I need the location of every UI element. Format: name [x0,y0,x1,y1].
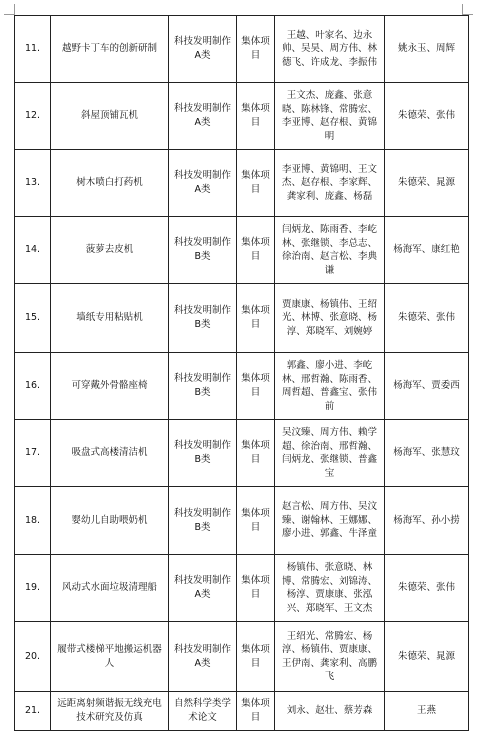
project-category: 科技发明制作B类 [169,284,237,353]
project-category: 科技发明制作B类 [169,353,237,420]
advisor-names: 朱德荣、晁源 [385,150,469,217]
project-category: 科技发明制作B类 [169,487,237,555]
table-row [15,692,469,731]
student-names: 闫炳龙、陈雨香、李屹林、张继锁、李总志、徐治南、赵言松、李典谦 [275,217,385,284]
project-category: 科技发明制作A类 [169,555,237,622]
project-category: 科技发明制作A类 [169,83,237,150]
project-type: 集体项目 [237,284,275,353]
project-number: 15. [15,284,51,353]
student-names: 吴汶臻、周方伟、赖学超、徐治南、邢哲瀚、闫炳龙、张继锁、普鑫宝 [275,420,385,487]
award-project-table [14,15,469,731]
advisor-names: 杨海军、张慧玟 [385,420,469,487]
project-type: 集体项目 [237,622,275,692]
margin-crop-mark-right [462,4,473,15]
project-type: 集体项目 [237,420,275,487]
project-name: 风动式水面垃圾清理船 [51,555,169,622]
project-name: 树木喷白打药机 [51,150,169,217]
student-names: 刘永、赵壮、蔡芳森 [275,692,385,731]
student-names: 贾康康、杨镇伟、王绍光、林博、张意晓、杨淳、郑晓军、刘婉婷 [275,284,385,353]
project-type: 集体项目 [237,16,275,83]
project-category: 科技发明制作B类 [169,420,237,487]
advisor-names: 杨海军、孙小捞 [385,487,469,555]
student-names: 王绍光、常腾宏、杨淳、杨镇伟、贾康康、王伊南、龚家利、高鹏飞 [275,622,385,692]
table-row [15,353,469,420]
project-type: 集体项目 [237,487,275,555]
project-number: 17. [15,420,51,487]
table-row [15,622,469,692]
student-names: 郭鑫、廖小进、李屹林、邢哲瀚、陈雨香、周哲超、普鑫宝、张伟前 [275,353,385,420]
table-row [15,83,469,150]
project-type: 集体项目 [237,83,275,150]
advisor-names: 朱德荣、张伟 [385,555,469,622]
advisor-names: 杨海军、贾委西 [385,353,469,420]
project-type: 集体项目 [237,692,275,731]
project-category: 科技发明制作B类 [169,217,237,284]
table-row [15,284,469,353]
project-name: 婴幼儿自助喂奶机 [51,487,169,555]
advisor-names: 王燕 [385,692,469,731]
project-number: 14. [15,217,51,284]
advisor-names: 朱德荣、张伟 [385,284,469,353]
project-number: 18. [15,487,51,555]
project-type: 集体项目 [237,555,275,622]
project-category: 科技发明制作A类 [169,622,237,692]
project-name: 可穿戴外骨骼座椅 [51,353,169,420]
project-name: 菠萝去皮机 [51,217,169,284]
student-names: 赵言松、周方伟、吴汶臻、谢翰林、王娜娜、廖小进、郭鑫、牛泽童 [275,487,385,555]
project-category: 自然科学类学术论文 [169,692,237,731]
project-type: 集体项目 [237,150,275,217]
table-row [15,150,469,217]
advisor-names: 朱德荣、张伟 [385,83,469,150]
advisor-names: 朱德荣、晁源 [385,622,469,692]
project-type: 集体项目 [237,353,275,420]
student-names: 杨镇伟、张意晓、林博、常腾宏、刘锦涛、杨淳、贾康康、张泓兴、郑晓军、王文杰 [275,555,385,622]
table-row [15,555,469,622]
project-name: 斜屋顶铺瓦机 [51,83,169,150]
table-row [15,487,469,555]
margin-crop-mark-left [4,4,15,15]
project-number: 16. [15,353,51,420]
project-number: 20. [15,622,51,692]
project-category: 科技发明制作A类 [169,16,237,83]
project-number: 19. [15,555,51,622]
project-type: 集体项目 [237,217,275,284]
project-number: 13. [15,150,51,217]
table-body [15,16,469,731]
project-number: 12. [15,83,51,150]
student-names: 李亚博、黄锦明、王文杰、赵存根、李家辉、龚家利、庞鑫、杨磊 [275,150,385,217]
project-name: 远距离射频谐振无线充电技术研究及仿真 [51,692,169,731]
project-name: 墙纸专用粘贴机 [51,284,169,353]
advisor-names: 姚永玉、周辉 [385,16,469,83]
table-row [15,420,469,487]
table-row [15,16,469,83]
project-category: 科技发明制作A类 [169,150,237,217]
advisor-names: 杨海军、康红艳 [385,217,469,284]
student-names: 王文杰、庞鑫、张意晓、陈林锋、常腾宏、李亚博、赵存根、黄锦明 [275,83,385,150]
table-row [15,217,469,284]
project-name: 履带式楼梯平地搬运机器人 [51,622,169,692]
project-name: 吸盘式高楼清洁机 [51,420,169,487]
project-number: 11. [15,16,51,83]
student-names: 王越、叶家名、边永帅、吴昊、周方伟、林德飞、许成龙、李振伟 [275,16,385,83]
project-name: 越野卡丁车的创新研制 [51,16,169,83]
project-number: 21. [15,692,51,731]
